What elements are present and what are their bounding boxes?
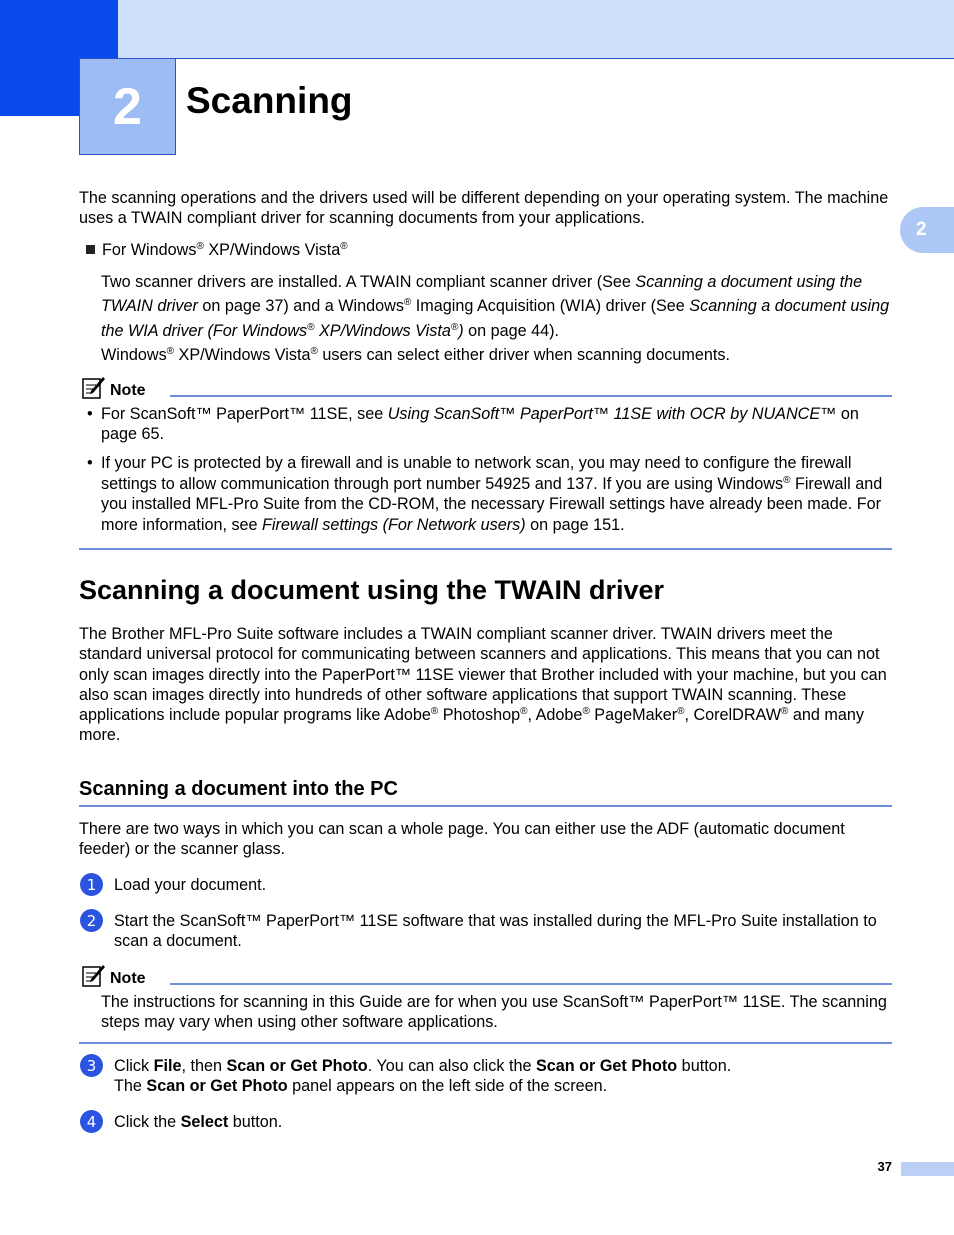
section-heading-into-pc: Scanning a document into the PC [79, 778, 398, 800]
section-heading-twain: Scanning a document using the TWAIN driver [79, 575, 665, 605]
section-heading-rule [79, 805, 892, 807]
bullet-dot: • [87, 454, 93, 472]
step-number-badge: 2 [80, 909, 103, 932]
note-pencil-icon [82, 964, 106, 988]
step-number-badge: 3 [80, 1054, 103, 1077]
note-bottom-rule [79, 548, 892, 550]
step-1-text: Load your document. [114, 876, 267, 894]
note-top-rule [170, 395, 892, 397]
link-twain-driver[interactable]: Scanning a document using the TWAIN driver [101, 273, 863, 316]
chapter-side-tab: 2 [900, 207, 954, 253]
note-top-rule [170, 983, 892, 985]
step-number-badge: 4 [80, 1110, 103, 1133]
bullet-windows-body: Two scanner drivers are installed. A TWAIN compliant scanner driver (See Scanning a document using the TWAIN driver on page 37) and a Windows® Imaging Acquisition (WIA) driver (See Scanning a document using the WIA driver (For Windows® XP/Windows Vista®) on page 44). Windows® XP/Windows Vista® users can select either driver when scanning documents. [101, 273, 890, 364]
section-into-pc-paragraph: There are two ways in which you can scan a whole page. You can either use the ADF (automatic document feeder) or the scanner glass. [79, 820, 845, 859]
footer-page-tab [901, 1162, 954, 1176]
chapter-number-box: 2 [79, 58, 176, 155]
step-4-text: Click the Select button. [114, 1113, 283, 1131]
bullet-dot: • [87, 405, 93, 423]
note1-item-paperport: • For ScanSoft™ PaperPort™ 11SE, see Using ScanSoft™ PaperPort™ 11SE with OCR by NUANCE™ on page 65. [87, 405, 859, 444]
note-bottom-rule [79, 1042, 892, 1044]
bullet-windows-heading: For Windows® XP/Windows Vista® [86, 240, 898, 260]
note1-item-firewall: • If your PC is protected by a firewall and is unable to network scan, you may need to configure the firewall settings to allow communication through port number 54925 and 137. If you are using Windows® Firewall and you installed MFL-Pro Suite from the CD-ROM, the necessary Firewall settings have already been made. For more information, see Firewall settings (For Network users) on page 151. [87, 454, 883, 534]
link-wia-driver[interactable]: Scanning a document using the WIA driver (For Windows® XP/Windows Vista®) [101, 297, 890, 340]
note2-text: The instructions for scanning in this Guide are for when you use ScanSoft™ PaperPort™ 11SE. The scanning steps may vary when using other software applications. [101, 993, 887, 1032]
chapter-title: Scanning [186, 80, 353, 121]
step-3-text: Click File, then Scan or Get Photo. You can also click the Scan or Get Photo button. The Scan or Get Photo panel appears on the left side of the screen. [114, 1057, 732, 1096]
link-firewall-settings[interactable]: Firewall settings (For Network users) [262, 515, 526, 534]
link-using-scansoft[interactable]: Using ScanSoft™ PaperPort™ 11SE with OCR by NUANCE™ [387, 405, 837, 423]
intro-paragraph: The scanning operations and the drivers used will be different depending on your operating system. The machine uses a TWAIN compliant driver for scanning documents from your applications. [79, 189, 889, 228]
square-bullet-icon [86, 245, 95, 254]
step-number-badge: 1 [80, 873, 103, 896]
header-band [118, 0, 954, 59]
note-pencil-icon [82, 376, 106, 400]
section-twain-paragraph: The Brother MFL-Pro Suite software includes a TWAIN compliant scanner driver. TWAIN drivers meet the standard universal protocol for communicating between scanners and applications. This means that you can not only scan images directly into the PaperPort™ 11SE viewer that Brother included with your machine, but you can also scan images directly into hundreds of other software applications that support TWAIN scanning. These applications include popular programs like Adobe® Photoshop®, Adobe® PageMaker®, CorelDRAW® and many more. [79, 625, 887, 745]
step-2-text: Start the ScanSoft™ PaperPort™ 11SE software that was installed during the MFL-Pro Suite installation to scan a document. [114, 912, 877, 951]
page-number: 37 [877, 1159, 892, 1174]
note-heading: Note [82, 376, 146, 400]
note-heading: Note [82, 964, 146, 988]
